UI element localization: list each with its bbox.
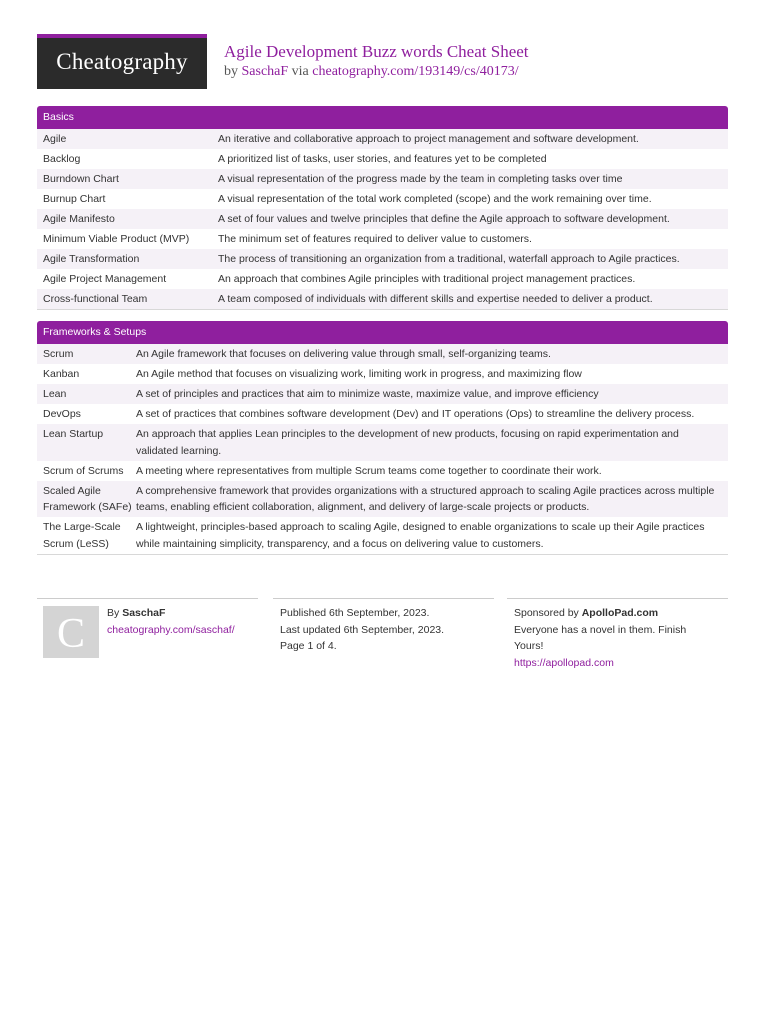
sponsor-text: Everyone has a novel in them. Finish Yours! [514,623,687,652]
table-row [37,149,728,169]
basics-rows [37,129,728,310]
table-row [37,424,728,461]
footer-divider [507,598,728,599]
cheatography-logo[interactable] [37,34,207,89]
definition-cell: The process of transitioning an organization from a traditional, waterfall approach to Agile practices. [218,253,680,265]
author-profile-link[interactable]: cheatography.com/saschaf/ [107,623,235,636]
definition-cell: A meeting where representatives from multiple Scrum teams come together to coordinate their work. [136,464,602,477]
definition-cell: A comprehensive framework that provides organizations with a structured approach to scaling Agile practices across multiple teams, enabling efficient collaboration, alignment, and delivery of large-scale projects or products. [136,484,715,513]
term-cell: Lean [43,388,67,400]
frameworks-section [37,321,728,555]
sponsor-prefix: Sponsored by [514,607,579,619]
footer-divider [37,598,258,599]
table-row [37,461,728,481]
via-text: via [291,64,309,79]
published-date: Published 6th September, 2023. [280,607,430,619]
by-label: By [107,607,120,619]
sponsor-link[interactable]: https://apollopad.com [514,656,614,669]
term-cell: Backlog [43,153,81,165]
table-row [37,209,728,229]
term-cell: Scrum of Scrums [43,464,124,477]
by-prefix: by [224,64,238,79]
author-link[interactable]: SaschaF [241,64,289,79]
definition-cell: A prioritized list of tasks, user stories, and features yet to be completed [218,153,547,165]
definition-cell: A lightweight, principles-based approach to scaling Agile, designed to enable organizations to scale up their Agile practices while maintaining simplicity, transparency, and a focus on delivering value to customers. [136,521,705,550]
term-cell: Burndown Chart [43,173,119,185]
definition-cell: A visual representation of the progress made by the team in completing tasks over time [218,173,623,185]
term-cell: Agile [43,133,67,145]
definition-cell: A set of four values and twelve principles that define the Agile approach to software development. [218,213,670,225]
updated-date: Last updated 6th September, 2023. [280,623,445,636]
definition-cell: An iterative and collaborative approach to project management and software development. [218,133,639,145]
table-row [37,129,728,149]
table-row [37,517,728,554]
logo-text: Cheatography [56,49,188,74]
table-row [37,189,728,209]
basics-section [37,106,728,310]
term-cell: Agile Transformation [43,253,140,265]
term-cell: Lean Startup [43,428,104,440]
sheet-url-link[interactable]: cheatography.com/193149/cs/40173/ [312,64,519,79]
footer-author [107,605,257,638]
term-cell: Cross-functional Team [43,293,148,305]
table-row [37,269,728,289]
table-row [37,249,728,269]
author-avatar[interactable] [43,606,99,658]
section-title: Frameworks & Setups [37,321,728,344]
section-title: Basics [37,106,728,129]
avatar-letter: C [56,611,85,657]
definition-cell: The minimum set of features required to deliver value to customers. [218,233,532,245]
sheet-title: Agile Development Buzz words Cheat Sheet [224,42,529,61]
table-row [37,344,728,364]
definition-cell: An Agile method that focuses on visualizing work, limiting work in progress, and maximizing flow [136,368,582,380]
term-cell: Burnup Chart [43,193,106,205]
footer-dates [280,605,490,655]
byline [224,63,529,81]
term-cell: The Large-Scale Scrum (LeSS) [43,521,121,550]
table-row [37,364,728,384]
definition-cell: An approach that combines Agile principles with traditional project management practices. [218,273,636,285]
footer-author-name[interactable]: SaschaF [122,607,166,619]
table-row [37,169,728,189]
frameworks-rows [37,344,728,555]
sponsor-name[interactable]: ApolloPad.com [581,607,659,619]
term-cell: Kanban [43,368,80,380]
term-cell: Scaled Agile Framework (SAFe) [43,484,132,513]
term-cell: Minimum Viable Product (MVP) [43,233,190,245]
table-row [37,289,728,309]
definition-cell: An Agile framework that focuses on delivering value through small, self-organizing teams. [136,348,551,360]
table-row [37,481,728,518]
page-number: Page 1 of 4. [280,640,337,652]
author-line [107,605,257,622]
definition-cell: A visual representation of the total work completed (scope) and the work remaining over time. [218,193,652,205]
footer-divider [273,598,494,599]
table-row [37,404,728,424]
sponsor-line [514,605,714,622]
table-row [37,384,728,404]
footer-sponsor [514,605,714,671]
term-cell: Agile Manifesto [43,213,115,225]
term-cell: DevOps [43,408,81,420]
table-row [37,229,728,249]
definition-cell: A team composed of individuals with different skills and expertise needed to deliver a product. [218,293,653,305]
header [224,42,529,81]
term-cell: Scrum [43,348,74,360]
definition-cell: A set of principles and practices that aim to minimize waste, maximize value, and improve efficiency [136,388,599,400]
term-cell: Agile Project Management [43,273,167,285]
definition-cell: An approach that applies Lean principles to the development of new products, focusing on rapid experimentation and validated learning. [136,428,679,457]
definition-cell: A set of practices that combines software development (Dev) and IT operations (Ops) to streamline the delivery process. [136,408,695,420]
